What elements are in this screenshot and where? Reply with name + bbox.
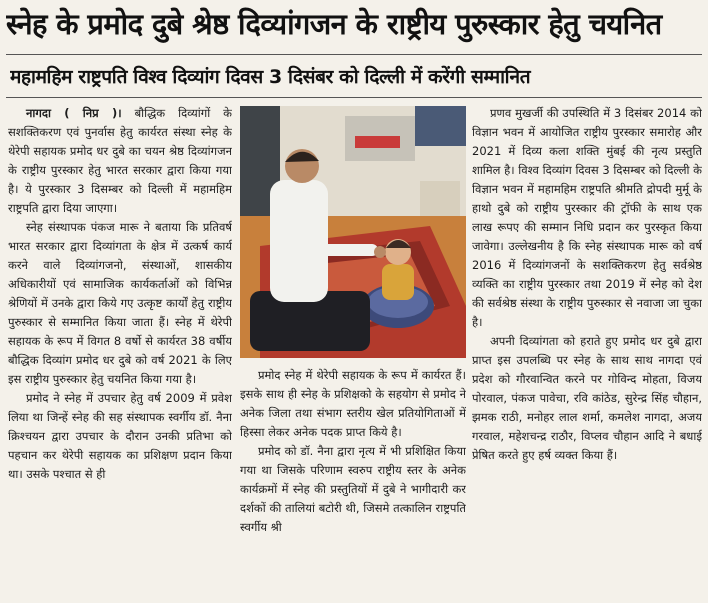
headline: स्नेह के प्रमोद दुबे श्रेष्ठ दिव्यांगजन के राष्ट्रीय पुरुस्कार हेतु चयनित: [6, 7, 662, 41]
article-paragraph: प्रमोद स्नेह में थेरेपी सहायक के रूप में कार्यरत हैं। इसके साथ ही स्नेह के प्रशिक्षको के सहयोग से प्रमोद ने अनेक जिला तथा संभाग स्तरीय खेल प्रतियोगिताओं में हिस्सा लेकर अनेक पदक प्राप्त किये है।: [240, 368, 466, 439]
article-paragraph: अपनी दिव्यांगता को हराते हुए प्रमोद धर दुबे द्वारा प्राप्त इस उपलब्धि पर स्नेह के साथ साथ नागदा एवं प्रदेश को गौरवान्वित करने पर गोविन्द मोहता, विजय पोरवाल, पंकज पावेचा, रवि कांठेड, सुरेन्द्र सिंह चौहान, झमक राठी, मनोहर लाल शर्मा, कमलेश नागदा, अजय गरवाल, महेशचन्द्र राठौर, विप्लव चौहान आदि ने बधाई प्रेषित करते हुए हर्ष व्यक्त किया हैं।: [472, 334, 702, 462]
article-column-3: [472, 104, 702, 598]
article-column-2: [240, 366, 466, 598]
photo-illustration: [240, 106, 466, 358]
paragraph-text: बौद्धिक दिव्यांगों के सशक्तिकरण एवं पुनर्वास हेतु कार्यरत संस्था स्नेह के थेरेपी सहायक प्रमोद धर दुबे का चयन श्रेष्ठ दिव्यांगजन के राष्ट्रीय पुरस्कार हेतु भारत सरकार द्वारा किया गया है। ये पुरस्कार 3 दिसम्बर को दिल्ली में महामहिम राष्ट्रपति द्वारा दिया जाएगा।: [8, 106, 232, 215]
dateline: नागदा ( निप्र )।: [26, 106, 122, 120]
divider: [6, 97, 702, 98]
article-paragraph: प्रमोद को डॉ. नैना द्वारा नृत्य में भी प्रशिक्षित किया गया था जिसके परिणाम स्वरुप राष्ट्रीय स्तर के अनेक कार्यक्रमों में स्नेह की प्रस्तुतियों में दुबे ने भागीदारी कर दर्शकों की तालियां बटोरी थी, जिसमे तत्कालिन राष्ट्रपति स्वर्गीय श्री: [240, 444, 466, 534]
article-paragraph: [8, 104, 232, 218]
divider: [6, 54, 702, 55]
article-paragraph: प्रमोद ने स्नेह में उपचार हेतु वर्ष 2009 में प्रवेश लिया था जिन्हें स्नेह की सह संस्थापक स्वर्गीय डॉ. नैना क्रिश्चयन द्वारा उपचार के दौरान उनकी प्रतिभा को पहचान कर थेरेपी सहायक का प्रशिक्षण प्रदान किया था। उसके पश्चात से ही: [8, 391, 232, 481]
subheadline: महामहिम राष्ट्रपति विश्व दिव्यांग दिवस 3 दिसंबर को दिल्ली में करेंगी सम्मानित: [10, 66, 531, 88]
article-paragraph: प्रणव मुखर्जी की उपस्थिति में 3 दिसंबर 2014 को विज्ञान भवन में आयोजित राष्ट्रीय पुरस्कार समारोह और 2021 में दिव्य कला शक्ति मुंबई की नृत्य प्रस्तुति शामिल है। विश्व दिव्यांग दिवस 3 दिसम्बर को दिल्ली के विज्ञान भवन में महामहिम राष्ट्रपति श्रीमति द्रोपदी मुर्मू के हाथो दुबे को राष्ट्रीय पुरस्कार की ट्रॉफी के साथ एक लाख रूपए की सम्मान निधि प्रदान कर पुरस्कृत किया जावेगा। उल्लेखनीय है कि स्नेह संस्थापक मारू को वर्ष 2016 में दिव्यांगजनों के सशक्तिकरण हेतु सर्वश्रेष्ठ व्यक्ति का राष्ट्रीय पुरस्कार तथा 2019 में स्नेह को देश की सर्वश्रेष्ठ संस्था के राष्ट्रीय पुरुस्कार से नवाजा जा चुका है।: [472, 106, 702, 329]
news-photo: [240, 106, 466, 358]
article-column-1: [8, 104, 232, 598]
article-paragraph: स्नेह संस्थापक पंकज मारू ने बताया कि प्रतिवर्ष भारत सरकार द्वारा दिव्यांगता के क्षेत्र में उत्कर्ष कार्य करने वाले दिव्यांगजनो, संस्थाओं, शासकीय अधिकारीयों एवं सामाजिक कार्यकर्ताओं को विभिन्न श्रेणियों में उनके द्वारा किये गए उत्कृष्ट कार्यों हेतु राष्ट्रीय पुरुस्कार से सम्मानित किया जाता हैं। स्नेह में थेरेपी सहायक के रूप में विगत 8 वर्षो से कार्यरत 38 वर्षीय बौद्धिक दिव्यांग प्रमोद धर दुबे को वर्ष 2021 के लिए इस राष्ट्रीय पुरुस्कार हेतु चयनित किया गया है।: [8, 220, 232, 386]
